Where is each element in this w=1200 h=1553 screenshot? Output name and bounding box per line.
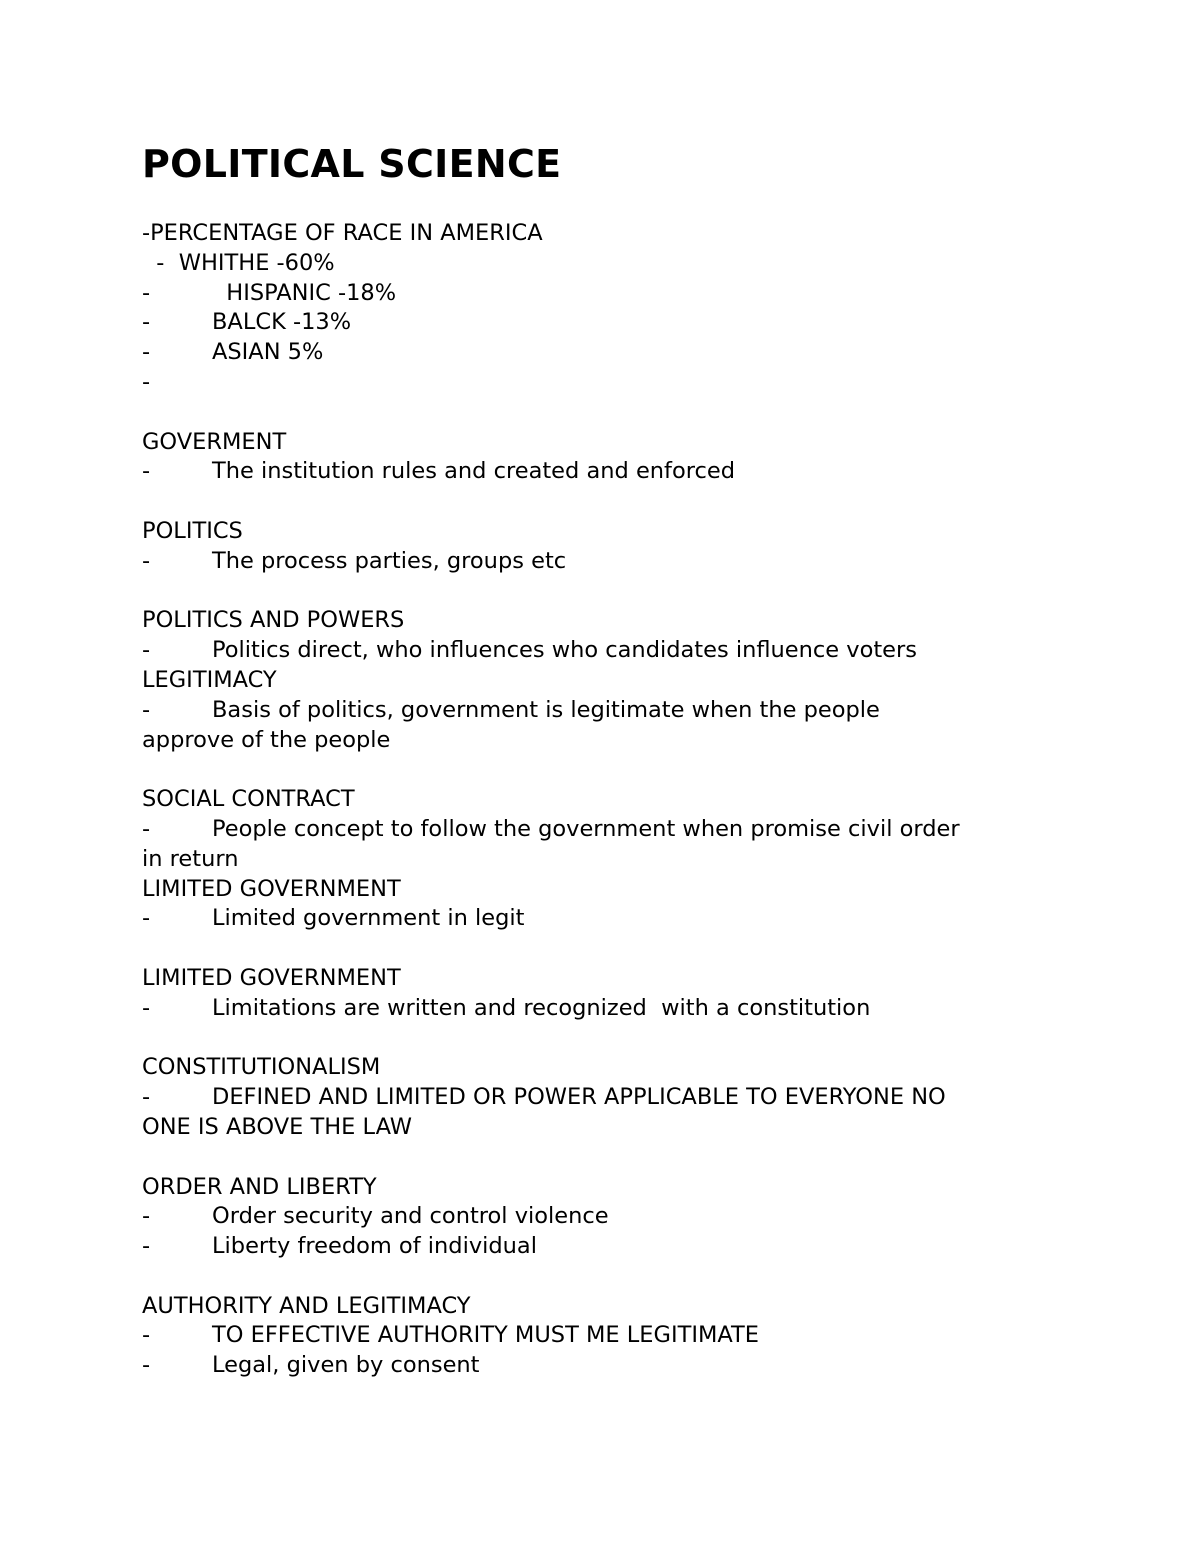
- bullet-dash: -: [142, 1233, 151, 1260]
- section-item: [142, 457, 1102, 487]
- section-item-text: People concept to follow the government when promise civil order: [212, 815, 960, 842]
- race-item: [142, 368, 1102, 398]
- bullet-dash: -: [142, 339, 151, 366]
- race-item: [142, 279, 1102, 309]
- bullet-dash: -: [142, 994, 151, 1021]
- section-item: [142, 904, 1102, 934]
- blank-line: [142, 398, 1102, 428]
- section-item: [142, 1321, 1102, 1351]
- section-heading: LIMITED GOVERNMENT: [142, 964, 401, 991]
- bullet-dash: -: [142, 1352, 151, 1379]
- section-heading: LIMITED GOVERNMENT: [142, 875, 401, 902]
- section-heading: AUTHORITY AND LEGITIMACY: [142, 1292, 471, 1319]
- section-item-text: TO EFFECTIVE AUTHORITY MUST ME LEGITIMATE: [212, 1322, 759, 1349]
- section-item-text: The process parties, groups etc: [212, 547, 567, 574]
- section-item-text: Limited government in legit: [212, 905, 525, 932]
- bullet-dash: -: [142, 1322, 151, 1349]
- section-heading: POLITICS AND POWERS: [142, 607, 405, 634]
- section-item-text: The institution rules and created and enforced: [212, 458, 735, 485]
- blank-line: [142, 755, 1102, 785]
- document-page: [142, 140, 1102, 1381]
- section-item-text: Order security and control violence: [212, 1203, 609, 1230]
- blank-line: [142, 1024, 1102, 1054]
- section-item: [142, 1083, 1102, 1113]
- section-item-text: Limitations are written and recognized with a constitution: [212, 994, 871, 1021]
- bullet-dash: -: [142, 309, 151, 336]
- section-heading: SOCIAL CONTRACT: [142, 786, 355, 813]
- bullet-dash: -: [142, 368, 151, 395]
- section-item: [142, 547, 1102, 577]
- bullet-dash: -: [142, 905, 151, 932]
- section-item: [142, 1351, 1102, 1381]
- bullet-dash: -: [142, 279, 151, 306]
- blank-line: [142, 934, 1102, 964]
- race-item-text: HISPANIC -18%: [212, 279, 397, 306]
- section-item-text: Liberty freedom of individual: [212, 1233, 537, 1260]
- race-item: [142, 338, 1102, 368]
- section-heading: ORDER AND LIBERTY: [142, 1173, 377, 1200]
- race-item-text: BALCK -13%: [212, 309, 352, 336]
- bullet-dash: -: [142, 696, 151, 723]
- race-item-white: - WHITHE -60%: [142, 249, 335, 276]
- section-heading: POLITICS: [142, 517, 243, 544]
- section-item-text: Politics direct, who influences who candidates influence voters: [212, 637, 917, 664]
- section-item-continuation: in return: [142, 845, 239, 872]
- blank-line: [142, 1262, 1102, 1292]
- section-item: [142, 815, 1102, 845]
- section-item: [142, 1202, 1102, 1232]
- section-item: [142, 636, 1102, 666]
- section-heading: LEGITIMACY: [142, 666, 277, 693]
- section-item-continuation: approve of the people: [142, 726, 391, 753]
- bullet-dash: -: [142, 637, 151, 664]
- document-title: POLITICAL SCIENCE: [142, 142, 562, 186]
- section-heading: GOVERMENT: [142, 428, 287, 455]
- bullet-dash: -: [142, 1203, 151, 1230]
- bullet-dash: -: [142, 458, 151, 485]
- section-item-text: Legal, given by consent: [212, 1352, 480, 1379]
- section-item-continuation: ONE IS ABOVE THE LAW: [142, 1113, 412, 1140]
- section-item: [142, 696, 1102, 726]
- section-item-text: Basis of politics, government is legitimate when the people: [212, 696, 880, 723]
- bullet-dash: -: [142, 547, 151, 574]
- bullet-dash: -: [142, 815, 151, 842]
- bullet-dash: -: [142, 1084, 151, 1111]
- section-item: [142, 1232, 1102, 1262]
- section-item: [142, 994, 1102, 1024]
- blank-line: [142, 487, 1102, 517]
- section-heading: CONSTITUTIONALISM: [142, 1054, 381, 1081]
- race-item-text: ASIAN 5%: [212, 339, 324, 366]
- section-item-text: DEFINED AND LIMITED OR POWER APPLICABLE TO EVERYONE NO: [212, 1084, 946, 1111]
- race-heading: -PERCENTAGE OF RACE IN AMERICA: [142, 220, 543, 246]
- blank-line: [142, 577, 1102, 607]
- race-item: [142, 308, 1102, 338]
- blank-line: [142, 1143, 1102, 1173]
